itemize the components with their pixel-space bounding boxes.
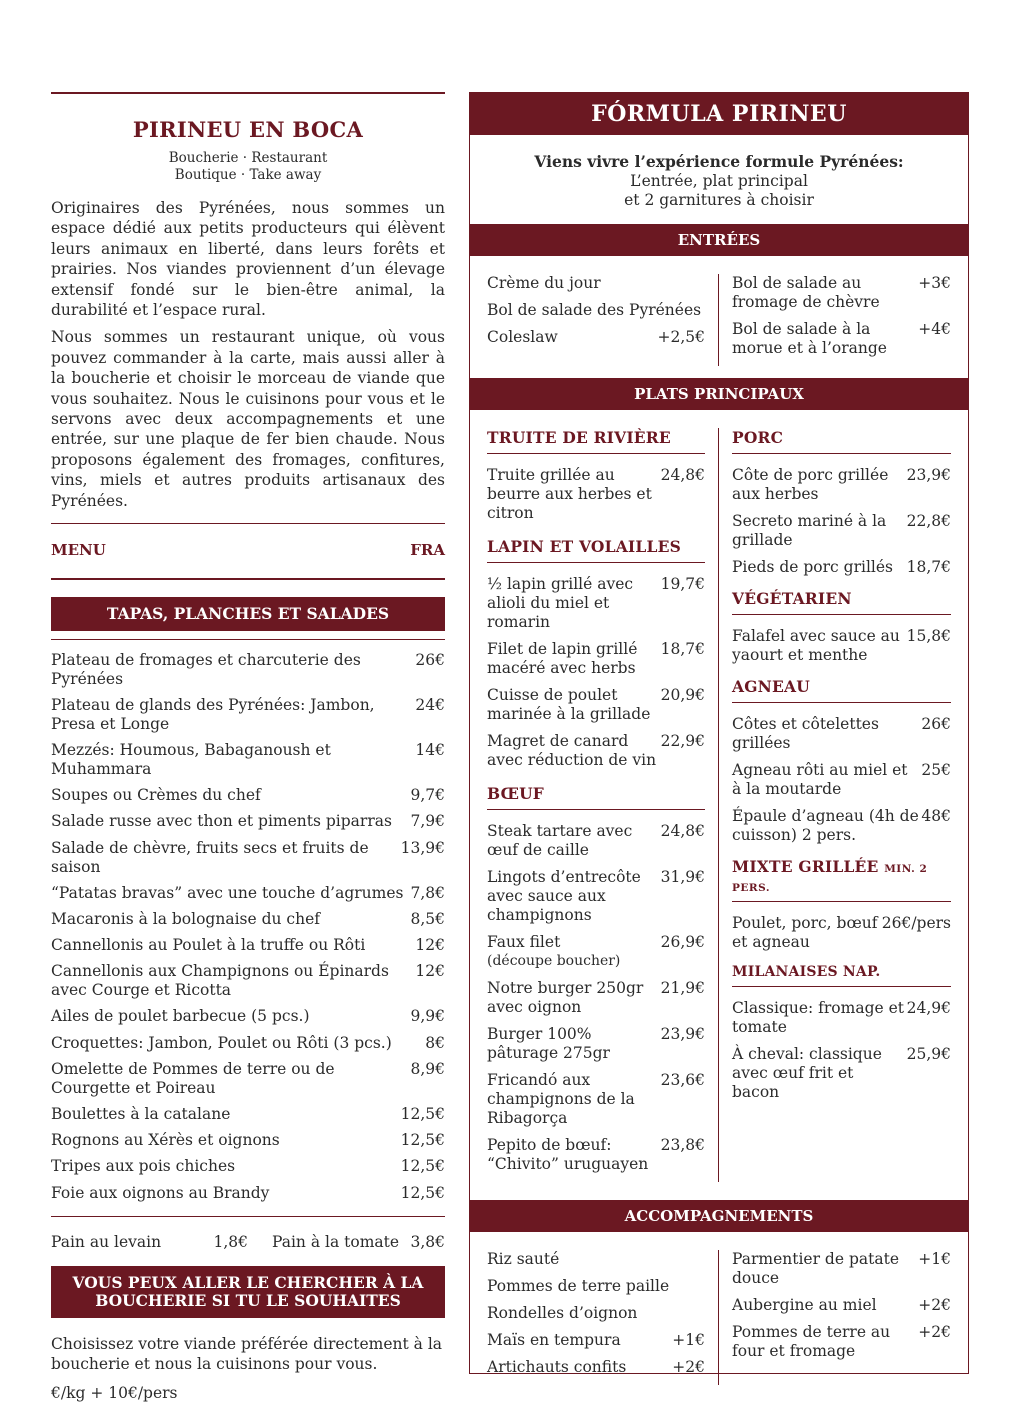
item-name bbox=[487, 868, 659, 925]
item-price: +1€ bbox=[918, 1249, 951, 1268]
item-name bbox=[732, 512, 905, 550]
item-price: 7,8€ bbox=[410, 883, 445, 902]
item-price: 12,5€ bbox=[400, 1105, 445, 1124]
divider bbox=[51, 639, 445, 640]
restaurant-title: PIRINEU EN BOCA bbox=[132, 117, 364, 142]
tapas-section-header: TAPAS, PLANCHES ET SALADES bbox=[51, 597, 445, 631]
item-name-text: Croquettes: Jambon, Poulet ou Rôti (3 pcs.) bbox=[51, 1033, 392, 1052]
category-title: TRUITE DE RIVIÈRE bbox=[487, 428, 705, 454]
item-name-text: Plateau de glands des Pyrénées: Jambon, Presa et Longe bbox=[51, 695, 375, 733]
subtitle-line: Boucherie · Restaurant bbox=[168, 150, 328, 166]
item-name bbox=[487, 1071, 659, 1128]
item-name-text: Riz sauté bbox=[487, 1249, 560, 1268]
item-name bbox=[487, 1358, 670, 1377]
item-name bbox=[487, 933, 659, 971]
item-name-text: Aubergine au miel bbox=[732, 1295, 877, 1314]
item-price: 12,5€ bbox=[400, 1183, 445, 1202]
item-name-text: Cannellonis au Poulet à la truffe ou Rôti bbox=[51, 936, 366, 955]
menu-item bbox=[487, 822, 705, 860]
item-name bbox=[51, 1131, 399, 1150]
entrees-right bbox=[719, 274, 951, 366]
item-price: 8€ bbox=[425, 1033, 445, 1052]
item-name-text: Boulettes à la catalane bbox=[51, 1105, 231, 1124]
item-name bbox=[487, 1025, 659, 1063]
item-name bbox=[51, 741, 413, 779]
menu-item bbox=[487, 1071, 705, 1128]
item-name bbox=[51, 1184, 399, 1203]
mixte-note: MIN. 2 PERS. bbox=[732, 862, 928, 894]
item-name-text: Côte de porc grillée aux herbes bbox=[732, 465, 889, 503]
item-price: 12€ bbox=[415, 936, 445, 955]
menu-item bbox=[51, 1157, 445, 1176]
category-title: VÉGÉTARIEN bbox=[732, 589, 951, 615]
item-price: 23,8€ bbox=[660, 1135, 705, 1154]
tapas-list bbox=[51, 651, 445, 1203]
divider bbox=[51, 523, 445, 524]
item-name-text: Pieds de porc grillés bbox=[732, 557, 893, 576]
item-name-text: Parmentier de patate douce bbox=[732, 1249, 899, 1287]
item-name bbox=[51, 812, 408, 831]
menu-item bbox=[487, 1250, 705, 1269]
item-name-text: Plateau de fromages et charcuterie des Pyrénées bbox=[51, 650, 361, 688]
item-name-text: Mezzés: Houmous, Babaganoush et Muhammara bbox=[51, 740, 331, 778]
boeuf-list bbox=[487, 822, 705, 1174]
menu-item bbox=[732, 1323, 951, 1361]
item-name-text: Classique: fromage et tomate bbox=[732, 998, 904, 1036]
menu-item bbox=[487, 979, 705, 1017]
item-price: 21,9€ bbox=[660, 978, 705, 997]
category-title: BŒUF bbox=[487, 784, 705, 810]
item-name bbox=[732, 1045, 905, 1102]
item-price: 18,7€ bbox=[906, 557, 951, 576]
menu-label: MENU bbox=[51, 541, 106, 560]
menu-item bbox=[51, 1105, 445, 1124]
menu-item bbox=[732, 274, 951, 312]
item-name bbox=[51, 962, 413, 1000]
item-name bbox=[732, 558, 905, 577]
item-price: 25,9€ bbox=[906, 1044, 951, 1063]
item-name-text: Lingots d’entrecôte avec sauce aux champignons bbox=[487, 867, 641, 924]
bread-item bbox=[248, 1233, 445, 1251]
intro-text bbox=[51, 198, 445, 511]
item-price: 9,9€ bbox=[410, 1007, 445, 1026]
item-name-text: Foie aux oignons au Brandy bbox=[51, 1183, 270, 1202]
bread-item bbox=[51, 1233, 248, 1251]
subtitle-line: Boutique · Take away bbox=[174, 167, 322, 183]
menu-item bbox=[487, 575, 705, 632]
menu-item bbox=[487, 466, 705, 523]
item-price: 8,5€ bbox=[410, 909, 445, 928]
bread-price: 3,8€ bbox=[410, 1232, 445, 1251]
item-name bbox=[732, 715, 919, 753]
item-name bbox=[732, 627, 905, 665]
item-name-text: Omelette de Pommes de terre ou de Courgette et Poireau bbox=[51, 1059, 335, 1097]
menu-item bbox=[732, 320, 951, 358]
item-price: 22,9€ bbox=[660, 731, 705, 750]
plats-columns bbox=[470, 428, 968, 1182]
item-price: +2,5€ bbox=[657, 327, 705, 346]
menu-item bbox=[51, 936, 445, 955]
item-name bbox=[487, 466, 659, 523]
menu-item bbox=[732, 558, 951, 577]
item-name-text: Pommes de terre au four et fromage bbox=[732, 1322, 891, 1360]
item-price: 31,9€ bbox=[660, 867, 705, 886]
item-name-text: Coleslaw bbox=[487, 327, 558, 346]
restaurant-subtitle bbox=[51, 150, 445, 184]
item-price: 24€ bbox=[415, 695, 445, 714]
item-price: 14€ bbox=[415, 740, 445, 759]
item-price: 24,8€ bbox=[660, 465, 705, 484]
menu-item bbox=[732, 1250, 951, 1288]
item-name bbox=[487, 274, 703, 293]
item-name-text: Burger 100% pâturage 275gr bbox=[487, 1024, 610, 1062]
item-name bbox=[51, 1007, 408, 1026]
plats-right bbox=[719, 428, 951, 1182]
item-name-text: Épaule d’agneau (4h de cuisson) 2 pers. bbox=[732, 806, 919, 844]
item-name bbox=[732, 914, 880, 952]
item-name-text: Cannellonis aux Champignons ou Épinards avec Courge et Ricotta bbox=[51, 962, 389, 1000]
item-price: 24,9€ bbox=[906, 998, 951, 1017]
item-price: 12,5€ bbox=[400, 1131, 445, 1150]
entrees-left bbox=[487, 274, 719, 366]
entrees-header: ENTRÉES bbox=[470, 224, 968, 256]
item-price: +2€ bbox=[918, 1322, 951, 1341]
item-name bbox=[487, 328, 656, 347]
divider bbox=[51, 578, 445, 580]
item-price: 13,9€ bbox=[400, 838, 445, 857]
menu-item bbox=[487, 1025, 705, 1063]
item-name-text: Ailes de poulet barbecue (5 pcs.) bbox=[51, 1007, 310, 1026]
menu-item bbox=[51, 962, 445, 1000]
mixte-title: MIXTE GRILLÉE bbox=[732, 856, 879, 876]
item-price: +2€ bbox=[918, 1295, 951, 1314]
item-name bbox=[487, 301, 703, 320]
item-price: 23,9€ bbox=[906, 465, 951, 484]
item-name-text: Pepito de bœuf: “Chivito” uruguayen bbox=[487, 1135, 649, 1173]
item-name bbox=[732, 274, 916, 312]
item-name-text: Agneau rôti au miel et à la moutarde bbox=[732, 760, 908, 798]
item-price: 23,9€ bbox=[660, 1024, 705, 1043]
menu-item bbox=[487, 1358, 705, 1377]
item-name bbox=[487, 979, 659, 1017]
menu-item bbox=[487, 640, 705, 678]
menu-item bbox=[487, 301, 705, 320]
item-price: 9,7€ bbox=[410, 786, 445, 805]
plats-left bbox=[487, 428, 719, 1182]
item-name bbox=[487, 1277, 703, 1296]
item-price: 20,9€ bbox=[660, 685, 705, 704]
formula-box bbox=[469, 92, 969, 1374]
item-price: 18,7€ bbox=[660, 639, 705, 658]
menu-item bbox=[487, 1331, 705, 1350]
item-name bbox=[732, 807, 919, 845]
item-name bbox=[51, 1157, 399, 1176]
language-label: FRA bbox=[410, 541, 445, 560]
item-name bbox=[487, 1331, 670, 1350]
item-price: +1€ bbox=[672, 1330, 705, 1349]
menu-item bbox=[51, 741, 445, 779]
item-name bbox=[51, 1034, 423, 1053]
item-name bbox=[487, 575, 659, 632]
lapin-list bbox=[487, 575, 705, 770]
menu-item bbox=[51, 1034, 445, 1053]
menu-item bbox=[487, 933, 705, 971]
butcher-text: Choisissez votre viande préférée directement à la boucherie et nous la cuisinons pour vous. bbox=[51, 1334, 443, 1373]
item-price: 26€ bbox=[921, 714, 951, 733]
item-name-text: Rondelles d’oignon bbox=[487, 1303, 638, 1322]
item-name-text: Salade de chèvre, fruits secs et fruits de saison bbox=[51, 838, 369, 876]
item-name-text: Secreto mariné à la grillade bbox=[732, 511, 887, 549]
item-price: +2€ bbox=[672, 1357, 705, 1376]
item-name bbox=[487, 640, 659, 678]
item-name-text: Notre burger 250gr avec oignon bbox=[487, 978, 644, 1016]
formula-intro bbox=[470, 152, 968, 211]
item-name-text: Fricandó aux champignons de la Ribagorça bbox=[487, 1070, 635, 1127]
item-price: 23,6€ bbox=[660, 1070, 705, 1089]
item-name-text: Magret de canard avec réduction de vin bbox=[487, 731, 657, 769]
item-name bbox=[51, 910, 408, 929]
item-name-text: Salade russe avec thon et piments piparras bbox=[51, 812, 392, 831]
item-name-text: Bol de salade des Pyrénées bbox=[487, 300, 702, 319]
formula-intro-line: L’entrée, plat principal bbox=[630, 171, 808, 190]
item-name-text: Poulet, porc, bœuf et agneau bbox=[732, 913, 878, 951]
item-name bbox=[732, 999, 905, 1037]
menu-item bbox=[51, 1007, 445, 1026]
menu-item bbox=[51, 651, 445, 689]
menu-language-row bbox=[51, 541, 445, 559]
menu-item bbox=[51, 696, 445, 734]
acc-right bbox=[719, 1250, 951, 1385]
menu-item bbox=[732, 999, 951, 1037]
accompagnements-header: ACCOMPAGNEMENTS bbox=[470, 1200, 968, 1232]
item-name bbox=[487, 1250, 703, 1269]
menu-item bbox=[51, 812, 445, 831]
menu-item bbox=[732, 807, 951, 845]
item-name bbox=[732, 1250, 916, 1288]
menu-item bbox=[487, 1304, 705, 1323]
plats-header: PLATS PRINCIPAUX bbox=[470, 378, 968, 410]
item-price: 19,7€ bbox=[660, 574, 705, 593]
formula-intro-line: et 2 garnitures à choisir bbox=[624, 191, 814, 209]
item-name bbox=[51, 1105, 399, 1124]
menu-item bbox=[732, 627, 951, 665]
menu-item bbox=[487, 686, 705, 724]
item-price: +4€ bbox=[918, 319, 951, 338]
menu-item bbox=[51, 786, 445, 805]
menu-item bbox=[51, 884, 445, 903]
porc-list bbox=[732, 466, 951, 577]
item-price: +3€ bbox=[918, 273, 951, 292]
item-name bbox=[487, 732, 659, 770]
item-price: 7,9€ bbox=[410, 812, 445, 831]
menu-item bbox=[732, 1045, 951, 1102]
menu-item bbox=[732, 1296, 951, 1315]
item-price: 12,5€ bbox=[400, 1157, 445, 1176]
item-name-text: Filet de lapin grillé macéré avec herbs bbox=[487, 639, 638, 677]
category-title: PORC bbox=[732, 428, 951, 454]
item-price: 24,8€ bbox=[660, 821, 705, 840]
mixte-list bbox=[732, 914, 951, 952]
truite-list bbox=[487, 466, 705, 523]
item-name-text: Maïs en tempura bbox=[487, 1330, 621, 1349]
item-name bbox=[51, 1060, 408, 1098]
menu-item bbox=[51, 1060, 445, 1098]
menu-item bbox=[487, 274, 705, 293]
menu-item bbox=[51, 839, 445, 877]
item-price: 26€ bbox=[415, 650, 445, 669]
item-name-text: Bol de salade à la morue et à l’orange bbox=[732, 319, 887, 357]
menu-item bbox=[732, 512, 951, 550]
item-name-text: À cheval: classique avec œuf frit et bacon bbox=[732, 1044, 882, 1101]
item-name bbox=[487, 1136, 659, 1174]
item-name bbox=[51, 786, 408, 805]
item-price: 26,9€ bbox=[660, 932, 705, 951]
menu-item bbox=[732, 914, 951, 952]
item-name bbox=[732, 320, 916, 358]
bread-name: Pain au levain bbox=[51, 1232, 162, 1251]
entrees-columns bbox=[470, 274, 968, 366]
item-price: 8,9€ bbox=[410, 1059, 445, 1078]
item-name bbox=[732, 761, 919, 799]
menu-item bbox=[732, 715, 951, 753]
item-name-text: Cuisse de poulet marinée à la grillade bbox=[487, 685, 651, 723]
category-title bbox=[732, 857, 951, 902]
category-title: AGNEAU bbox=[732, 677, 951, 703]
bread-name: Pain à la tomate bbox=[272, 1232, 400, 1251]
menu-item bbox=[487, 1136, 705, 1174]
item-name bbox=[51, 936, 413, 955]
item-name-text: Rognons au Xérès et oignons bbox=[51, 1131, 280, 1150]
formula-title: FÓRMULA PIRINEU bbox=[470, 93, 968, 135]
item-price: 25€ bbox=[921, 760, 951, 779]
top-rule bbox=[51, 92, 445, 94]
milan-list bbox=[732, 999, 951, 1102]
veg-list bbox=[732, 627, 951, 665]
item-name bbox=[732, 1323, 916, 1361]
item-name-text: Bol de salade au fromage de chèvre bbox=[732, 273, 880, 311]
menu-item bbox=[487, 732, 705, 770]
formula-intro-bold: Viens vivre l’expérience formule Pyrénées: bbox=[534, 152, 904, 171]
item-name bbox=[487, 822, 659, 860]
bread-row bbox=[51, 1216, 445, 1251]
item-name-text: “Patatas bravas” avec une touche d’agrumes bbox=[51, 883, 404, 902]
butcher-price: €/kg + 10€/pers bbox=[51, 1383, 178, 1402]
item-price: 15,8€ bbox=[906, 626, 951, 645]
item-name-text: Falafel avec sauce au yaourt et menthe bbox=[732, 626, 900, 664]
item-name bbox=[487, 686, 659, 724]
item-name bbox=[51, 651, 413, 689]
left-column bbox=[51, 92, 445, 1402]
item-name bbox=[51, 696, 413, 734]
item-name-text: Côtes et côtelettes grillées bbox=[732, 714, 879, 752]
item-name-text: Pommes de terre paille bbox=[487, 1276, 670, 1295]
item-name bbox=[732, 466, 905, 504]
item-name bbox=[487, 1304, 703, 1323]
menu-item bbox=[51, 1131, 445, 1150]
item-name bbox=[51, 839, 399, 877]
item-name-text: Truite grillée au beurre aux herbes et citron bbox=[487, 465, 652, 522]
item-name bbox=[51, 884, 408, 903]
item-name-text: ½ lapin grillé avec alioli du miel et romarin bbox=[487, 574, 634, 631]
accompagnements-columns bbox=[470, 1250, 968, 1385]
menu-item bbox=[51, 1184, 445, 1203]
intro-paragraph: Originaires des Pyrénées, nous sommes un espace dédié aux petits producteurs qui élèvent leurs animaux en liberté, dans leurs forêts et prairies. Nos viandes proviennent d’un élevage extensif fondé sur le bien-être animal, la durabilité et l’espace rural. bbox=[51, 199, 445, 320]
agneau-list bbox=[732, 715, 951, 845]
menu-item bbox=[732, 466, 951, 504]
menu-item bbox=[487, 328, 705, 347]
item-name-text: Faux filet bbox=[487, 932, 561, 951]
item-name bbox=[732, 1296, 916, 1315]
item-note: (découpe boucher) bbox=[487, 952, 621, 969]
bread-price: 1,8€ bbox=[213, 1232, 248, 1251]
menu-item bbox=[732, 761, 951, 799]
item-name-text: Artichauts confits bbox=[487, 1357, 627, 1376]
intro-paragraph: Nous sommes un restaurant unique, où vous pouvez commander à la carte, mais aussi aller à la boucherie et choisir le morceau de viande que vous souhaitez. Nous le cuisinons pour vous et le servons avec deux accompagnements et une entrée, sur une plaque de fer bien chaude. Nous proposons également des fromages, confitures, vins, miels et autres produits artisanaux des Pyrénées. bbox=[51, 328, 445, 510]
acc-left bbox=[487, 1250, 719, 1385]
item-name-text: Tripes aux pois chiches bbox=[51, 1157, 236, 1176]
item-name-text: Soupes ou Crèmes du chef bbox=[51, 786, 261, 805]
item-name-text: Crème du jour bbox=[487, 273, 601, 292]
menu-item bbox=[487, 868, 705, 925]
item-price: 26€/pers bbox=[881, 913, 951, 932]
category-title: LAPIN ET VOLAILLES bbox=[487, 537, 705, 563]
item-name-text: Macaronis à la bolognaise du chef bbox=[51, 909, 320, 928]
item-name-text: Steak tartare avec œuf de caille bbox=[487, 821, 633, 859]
butcher-banner: VOUS PEUX ALLER LE CHERCHER À LA BOUCHERIE SI TU LE SOUHAITES bbox=[51, 1266, 445, 1318]
menu-item bbox=[487, 1277, 705, 1296]
item-price: 48€ bbox=[921, 806, 951, 825]
menu-item bbox=[51, 910, 445, 929]
item-price: 12€ bbox=[415, 962, 445, 981]
category-title: MILANAISES NAP. bbox=[732, 964, 951, 987]
item-price: 22,8€ bbox=[906, 511, 951, 530]
